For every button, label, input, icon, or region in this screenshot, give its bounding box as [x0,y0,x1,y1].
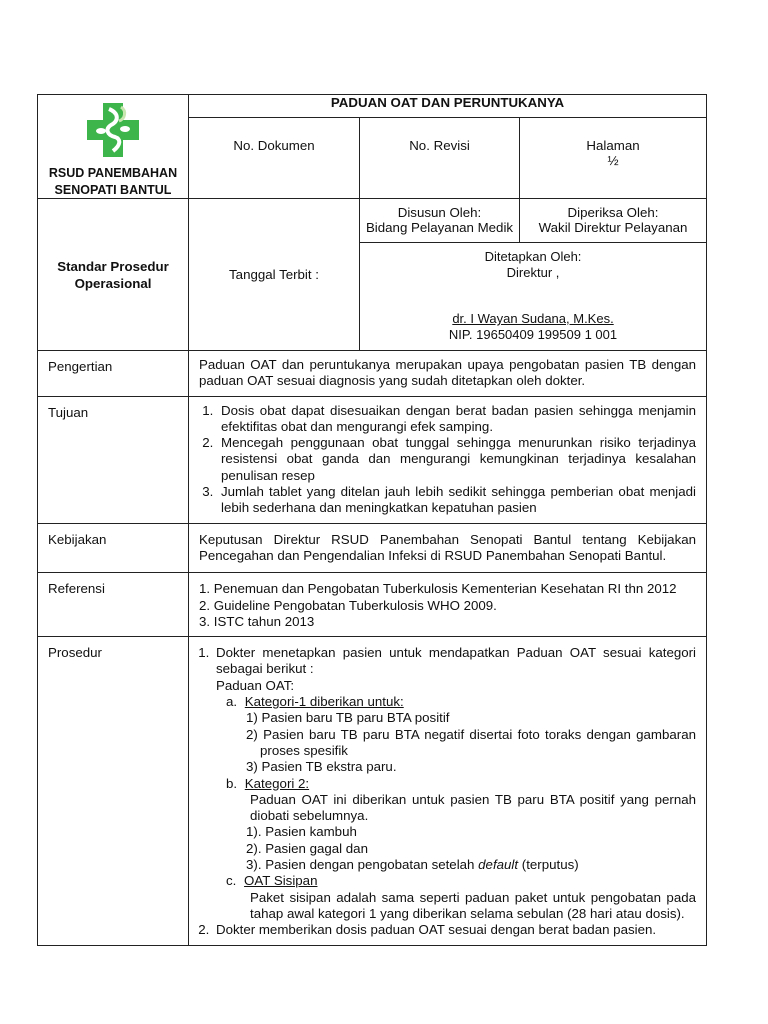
list-item: 2) Pasien baru TB paru BTA negatif disertai foto toraks dengan gambaran proses spesifik [246,726,697,758]
diperiksa-label: Diperiksa Oleh: [567,205,659,220]
hospital-name-line1: RSUD PANEMBAHAN [48,166,178,180]
cat-b-marker: b. [226,775,238,791]
prosedur-step-2: 2. Dokter memberikan dosis paduan OAT sesuai dengan berat badan pasien. [213,922,696,938]
step1-text: 1. Dokter menetapkan pasien untuk mendapatkan Paduan OAT sesuai kategori sebagai berikut : [216,645,697,677]
list-item [216,857,696,873]
ditetapkan-label: Ditetapkan Oleh: [484,249,582,264]
cat-c-title: OAT Sisipan [244,873,318,889]
sop-line1: Standar Prosedur [57,258,169,274]
prosedur-step-1 [213,645,696,922]
halaman-value: ½ [607,153,619,169]
green-cross-logo-icon [85,99,141,161]
list-item: 1) Pasien baru TB paru BTA positif [246,710,450,726]
tujuan-content [189,396,707,523]
list-item: 2. Mencegah penggunaan obat tunggal sehingga menurunkan risiko terjadinya resistensi obat ganda dan mengurangi kemungkinan terjadinya kesalahan penulisan resep [217,435,696,484]
kebijakan-text: Keputusan Direktur RSUD Panembahan Senopati Bantul tentang Kebijakan Pencegahan dan Pengendalian Infeksi di RSUD Panembahan Senopati Bantul. [189,523,707,573]
referensi-label: Referensi [38,573,189,637]
sop-document [37,94,706,946]
list-item: 1. Penemuan dan Pengobatan Tuberkulosis Kementerian Kesehatan RI thn 2012 [199,581,677,597]
hospital-name-line2: SENOPATI BANTUL [54,183,172,197]
halaman-label: Halaman [586,138,640,154]
prosedur-content [189,637,707,945]
signer-name: dr. I Wayan Sudana, M.Kes. [452,311,614,326]
category-c [216,873,696,889]
ditetapkan-value: Direktur , [506,265,560,280]
document-title: PADUAN OAT DAN PERUNTUKANYA [189,95,707,118]
paduan-label: Paduan OAT: [216,677,295,693]
kebijakan-label: Kebijakan [38,523,189,573]
list-item: 1). Pasien kambuh [246,824,357,840]
tujuan-list [199,403,696,517]
cat-c-marker: c. [226,873,237,889]
logo-cell [38,95,189,199]
disusun-label: Disusun Oleh: [397,205,482,220]
disusun-value: Bidang Pelayanan Medik [365,220,514,235]
list-item: 3. ISTC tahun 2013 [199,613,315,629]
diperiksa-cell [520,199,707,243]
halaman-cell [520,118,707,199]
category-b [216,776,696,792]
cat-a-title: Kategori-1 diberikan untuk: [244,694,404,710]
cat-b-title: Kategori 2: [244,775,310,791]
list-item: 2). Pasien gagal dan [246,840,368,856]
list-item: 1. Dosis obat dapat disesuaikan dengan berat badan pasien sehingga menjamin efektifitas obat dan mengurangi efek samping. [217,403,696,436]
sop-table [37,94,707,946]
pengertian-text: Paduan OAT dan peruntukanya merupakan upaya pengobatan pasien TB dengan paduan OAT sesuai diagnosis yang sudah ditetapkan oleh dokter. [189,351,707,397]
cat-c-text: Paket sisipan adalah sama seperti paduan paket untuk pengobatan pada tahap awal kategori 1 yang diberikan selama sebulan (28 hari atau dosis). [250,889,697,921]
cat-b-item3-pre: 3). Pasien dengan pengobatan setelah [246,857,479,873]
list-item: 3. Jumlah tablet yang ditelan jauh lebih sedikit sehingga pemberian obat menjadi lebih sederhana dan meningkatkan kepatuhan pasien [217,484,696,517]
tanggal-terbit-label: Tanggal Terbit : [189,199,360,351]
pengertian-label: Pengertian [38,351,189,397]
referensi-content [189,573,707,637]
cat-b-item3-post: (terputus) [518,857,579,873]
cat-b-item3-italic: default [478,857,519,873]
list-item: 3) Pasien TB ekstra paru. [246,759,397,775]
disusun-cell [360,199,520,243]
ditetapkan-cell [360,243,707,351]
cat-a-marker: a. [226,694,238,710]
signer-nip: NIP. 19650409 199509 1 001 [448,327,618,342]
prosedur-label: Prosedur [38,637,189,945]
list-item: 2. Guideline Pengobatan Tuberkulosis WHO 2009. [199,597,497,613]
tujuan-label: Tujuan [38,396,189,523]
sop-line2: Operasional [74,275,152,291]
no-dokumen-label: No. Dokumen [189,118,360,199]
cat-b-text: Paduan OAT ini diberikan untuk pasien TB paru BTA positif yang pernah diobati sebelumnya. [250,791,697,824]
diperiksa-value: Wakil Direktur Pelayanan [538,220,688,235]
prosedur-list [199,645,696,938]
category-a [216,694,696,710]
sop-cell [38,199,189,351]
no-revisi-label: No. Revisi [360,118,520,199]
